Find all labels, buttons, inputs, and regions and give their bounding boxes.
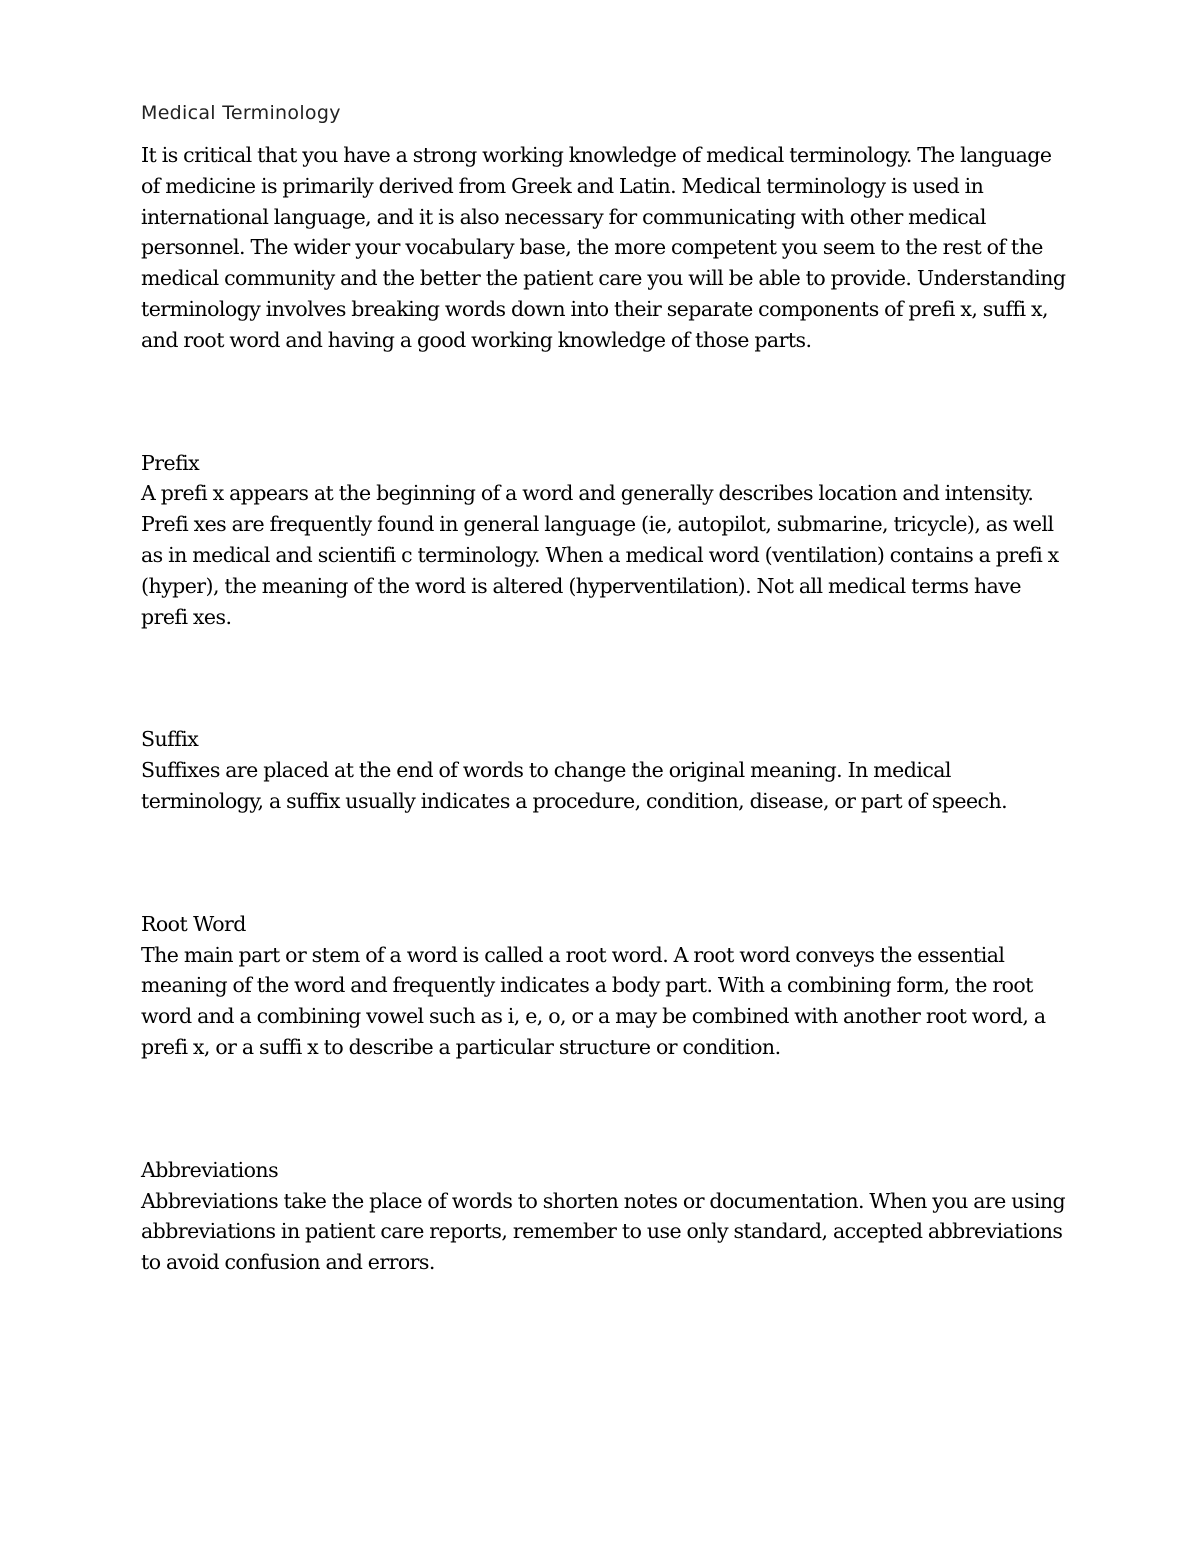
section-heading-abbreviations: Abbreviations bbox=[141, 1157, 279, 1182]
section-text-root-word: The main part or stem of a word is called a root word. A root word conveys the essential meaning of the word and frequently indicates a body part. With a combining form, the root word and a combining vowel such as i, e, o, or a may be combined with another root word, a prefi x, or a suffi x to describe a particular structure or condition. bbox=[141, 942, 1046, 1059]
section-text-abbreviations: Abbreviations take the place of words to shorten notes or documentation. When you are using abbreviations in patient care reports, remember to use only standard, accepted abbreviations to avoid confusion and errors. bbox=[141, 1188, 1066, 1275]
section-heading-suffix: Suffix bbox=[141, 727, 199, 752]
document-page bbox=[141, 98, 1071, 1278]
section-suffix bbox=[141, 724, 1071, 816]
section-prefix bbox=[141, 448, 1071, 633]
section-heading-root-word: Root Word bbox=[141, 911, 246, 936]
section-root-word bbox=[141, 909, 1071, 1063]
section-heading-prefix: Prefix bbox=[141, 450, 200, 475]
section-abbreviations bbox=[141, 1155, 1071, 1278]
document-title: Medical Terminology bbox=[141, 102, 341, 124]
section-text-prefix: A prefi x appears at the beginning of a word and generally describes location and intensity. Prefi xes are frequently found in general language (ie, autopilot, submarine, tricycle), as well as in medical and scientifi c terminology. When a medical word (ventilation) contains a prefi x (hyper), the meaning of the word is altered (hyperventilation). Not all medical terms have prefi xes. bbox=[141, 481, 1059, 629]
intro-paragraph: It is critical that you have a strong working knowledge of medical terminology. The language of medicine is primarily derived from Greek and Latin. Medical terminology is used in international language, and it is also necessary for communicating with other medical personnel. The wider your vocabulary base, the more competent you seem to the rest of the medical community and the better the patient care you will be able to provide. Understanding terminology involves breaking words down into their separate components of prefi x, suffi x, and root word and having a good working knowledge of those parts. bbox=[141, 143, 1066, 352]
section-text-suffix: Suffixes are placed at the end of words to change the original meaning. In medical terminology, a suffix usually indicates a procedure, condition, disease, or part of speech. bbox=[141, 758, 1008, 813]
